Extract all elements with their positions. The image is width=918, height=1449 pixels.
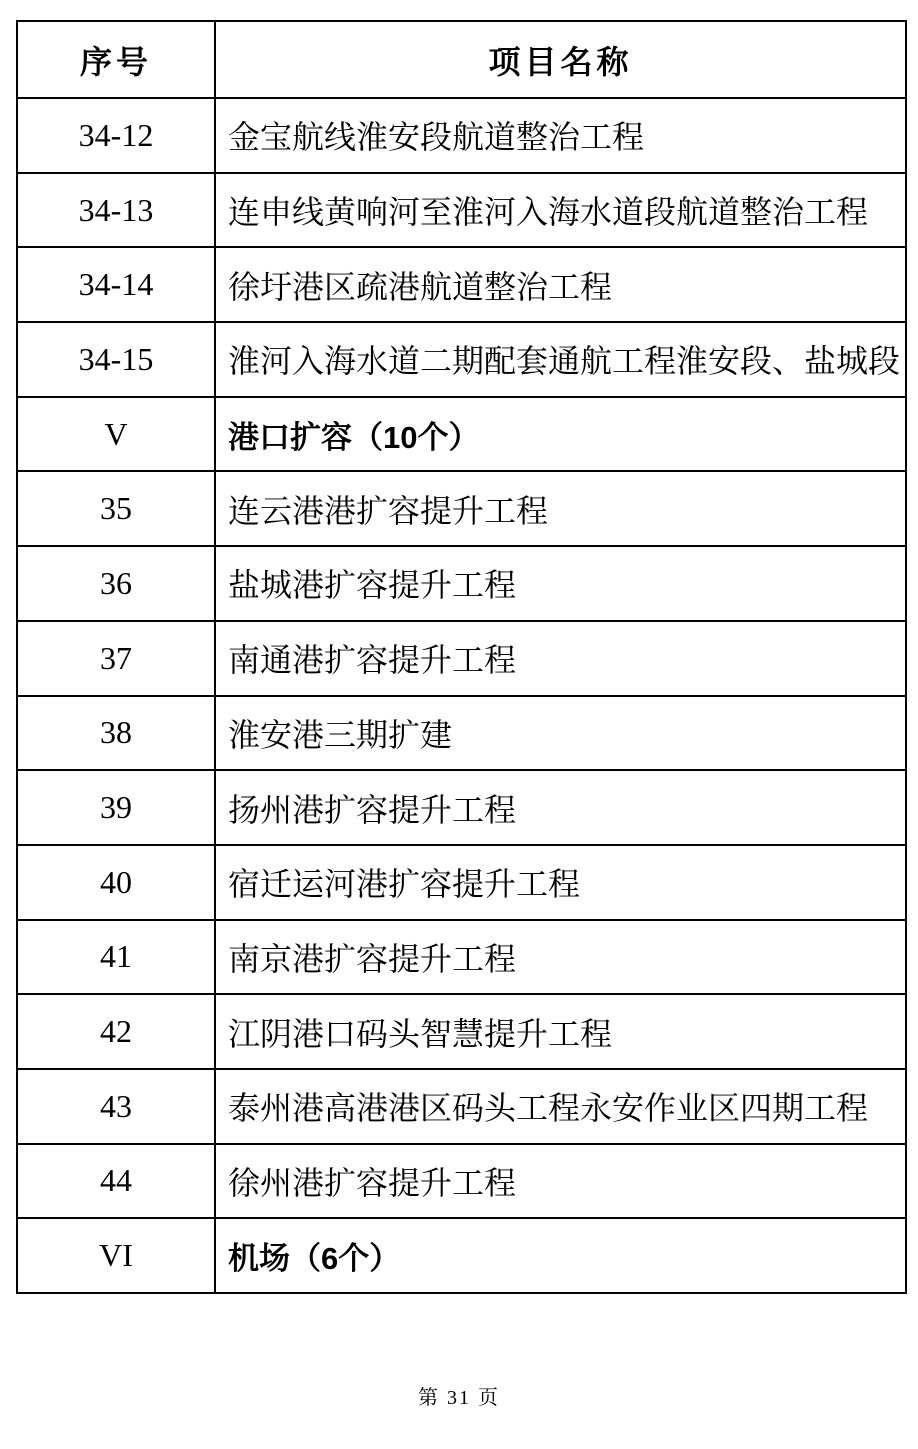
row-no: 36 [17,546,215,621]
row-no: 34-13 [17,173,215,248]
table-row [17,770,906,845]
table-row [17,621,906,696]
table-section-row [17,397,906,472]
page-number: 第 31 页 [418,1387,500,1409]
table-row [17,696,906,771]
row-name: 南京港扩容提升工程 [215,920,906,995]
table-row [17,994,906,1069]
table-row [17,1069,906,1144]
table-section-row [17,1218,906,1293]
table-header-row [17,21,906,98]
project-table [16,20,907,1294]
row-no: VI [17,1218,215,1293]
table-row [17,247,906,322]
table-row [17,173,906,248]
table-row [17,920,906,995]
col-header-name: 项目名称 [215,21,906,98]
row-name: 淮河入海水道二期配套通航工程淮安段、盐城段 [215,322,906,397]
row-no: 42 [17,994,215,1069]
row-no: 34-15 [17,322,215,397]
row-name: 扬州港扩容提升工程 [215,770,906,845]
row-name: 徐州港扩容提升工程 [215,1144,906,1219]
row-no: 41 [17,920,215,995]
row-no: 35 [17,471,215,546]
row-name: 南通港扩容提升工程 [215,621,906,696]
col-header-no: 序号 [17,21,215,98]
row-no: V [17,397,215,472]
table-row [17,546,906,621]
row-no: 40 [17,845,215,920]
row-name: 淮安港三期扩建 [215,696,906,771]
row-name: 徐圩港区疏港航道整治工程 [215,247,906,322]
row-name: 连云港港扩容提升工程 [215,471,906,546]
row-name: 江阴港口码头智慧提升工程 [215,994,906,1069]
table-row [17,322,906,397]
table-row [17,845,906,920]
row-name: 连申线黄响河至淮河入海水道段航道整治工程 [215,173,906,248]
row-name: 泰州港高港港区码头工程永安作业区四期工程 [215,1069,906,1144]
row-name: 宿迁运河港扩容提升工程 [215,845,906,920]
row-no: 43 [17,1069,215,1144]
row-no: 34-14 [17,247,215,322]
table-row [17,471,906,546]
row-name: 港口扩容（10个） [215,397,906,472]
row-no: 34-12 [17,98,215,173]
row-name: 机场（6个） [215,1218,906,1293]
row-name: 金宝航线淮安段航道整治工程 [215,98,906,173]
row-no: 37 [17,621,215,696]
row-name: 盐城港扩容提升工程 [215,546,906,621]
row-no: 44 [17,1144,215,1219]
table-row [17,1144,906,1219]
row-no: 38 [17,696,215,771]
table-row [17,98,906,173]
row-no: 39 [17,770,215,845]
